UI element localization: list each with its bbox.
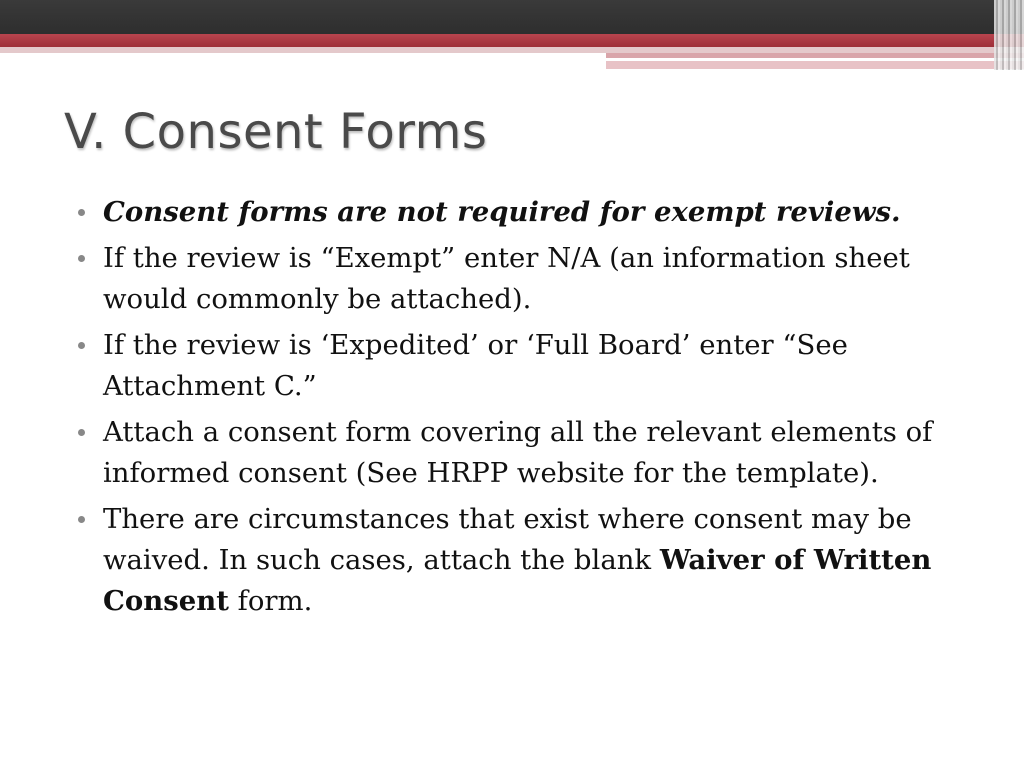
bullet-text: Consent forms are not required for exempt reviews. <box>103 196 901 228</box>
bullet-item <box>70 499 970 622</box>
bullet-list <box>70 192 970 627</box>
bullet-item <box>70 412 970 494</box>
bullet-text: Attach a consent form covering all the relevant elements of informed consent (See HRPP website for the template). <box>103 416 933 489</box>
bullet-item <box>70 325 970 407</box>
decorative-vertical-lines <box>994 0 1024 70</box>
decorative-stripe <box>606 61 1024 69</box>
bullet-icon <box>78 209 85 216</box>
bullet-text: If the review is “Exempt” enter N/A (an information sheet would commonly be attached). <box>103 242 910 315</box>
bullet-text: If the review is ‘Expedited’ or ‘Full Board’ enter “See Attachment C.” <box>103 329 848 402</box>
bullet-icon <box>78 429 85 436</box>
bullet-text-before: There are circumstances that exist where consent may be waived. In such cases, attach the blank <box>103 503 912 576</box>
bullet-icon <box>78 516 85 523</box>
top-red-bar <box>0 34 1024 47</box>
bullet-icon <box>78 342 85 349</box>
bullet-item <box>70 238 970 320</box>
bullet-text-after: form. <box>228 585 313 617</box>
bullet-item <box>70 192 970 233</box>
bullet-icon <box>78 255 85 262</box>
top-dark-bar <box>0 0 1024 34</box>
waiver-form-name: Waiver of Written Consent <box>103 544 932 617</box>
slide-title: V. Consent Forms <box>64 104 488 160</box>
